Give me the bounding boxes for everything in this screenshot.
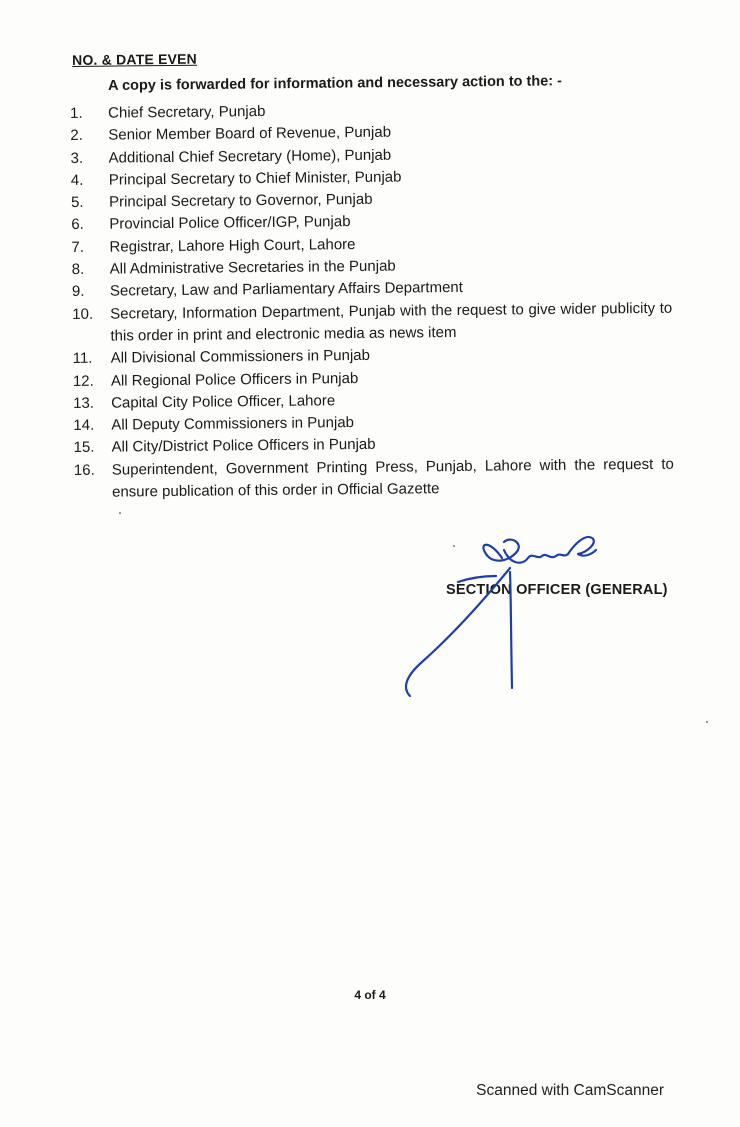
item-number: 5.	[70, 194, 84, 212]
item-text: Chief Secretary, Punjab	[108, 102, 266, 122]
item-text: Provincial Police Officer/IGP, Punjab	[109, 213, 351, 234]
item-text: All Divisional Commissioners in Punjab	[110, 347, 371, 367]
item-text: Capital City Police Officer, Lahore	[111, 392, 336, 412]
scanner-watermark: Scanned with CamScanner	[476, 1082, 664, 1099]
list-item	[72, 297, 672, 348]
scan-speck	[706, 721, 708, 723]
forwarding-intro: A copy is forwarded for information and necessary action to the: -	[108, 73, 563, 94]
signatory-designation: SECTION OFFICER (GENERAL)	[446, 582, 668, 598]
reference-heading: NO. & DATE EVEN	[72, 50, 198, 68]
item-text: Registrar, Lahore High Court, Lahore	[109, 235, 356, 256]
item-number: 12.	[72, 372, 94, 390]
item-text: Secretary, Information Department, Punjab with the request to give wider publicity to this order in print and electronic media as news item	[110, 299, 673, 345]
item-text: Principal Secretary to Chief Minister, Punjab	[108, 168, 402, 189]
item-text: Senior Member Board of Revenue, Punjab	[108, 123, 392, 144]
item-text: All Deputy Commissioners in Punjab	[111, 414, 355, 434]
scan-speck	[119, 512, 121, 514]
page-number: 4 of 4	[354, 988, 386, 1002]
item-number: 9.	[71, 283, 85, 301]
item-number: 7.	[71, 238, 85, 256]
item-number: 13.	[73, 394, 95, 412]
item-number: 4.	[70, 171, 84, 189]
item-text: Additional Chief Secretary (Home), Punjab	[108, 146, 392, 167]
recipient-list	[70, 97, 674, 505]
item-text: Principal Secretary to Governor, Punjab	[108, 191, 373, 211]
item-number: 8.	[71, 260, 85, 279]
item-number: 10.	[72, 305, 94, 323]
item-number: 14.	[73, 416, 95, 435]
item-number: 3.	[70, 149, 84, 167]
item-text: Superintendent, Government Printing Press, Punjab, Lahore with the request to ensure publication of this order in Official Gazette	[111, 455, 674, 501]
item-text: Secretary, Law and Parliamentary Affairs Department	[109, 279, 463, 300]
signature-block	[400, 520, 680, 710]
item-text: All Administrative Secretaries in the Punjab	[109, 257, 396, 278]
item-text: All City/District Police Officers in Punjab	[111, 436, 376, 457]
item-number: 1.	[70, 104, 83, 122]
item-number: 11.	[72, 350, 93, 368]
handwritten-signature	[400, 520, 680, 710]
item-number: 16.	[73, 461, 95, 479]
item-number: 2.	[70, 127, 83, 145]
item-number: 15.	[73, 439, 95, 457]
item-number: 6.	[71, 216, 84, 234]
list-item	[74, 453, 674, 504]
item-text: All Regional Police Officers in Punjab	[110, 369, 359, 390]
